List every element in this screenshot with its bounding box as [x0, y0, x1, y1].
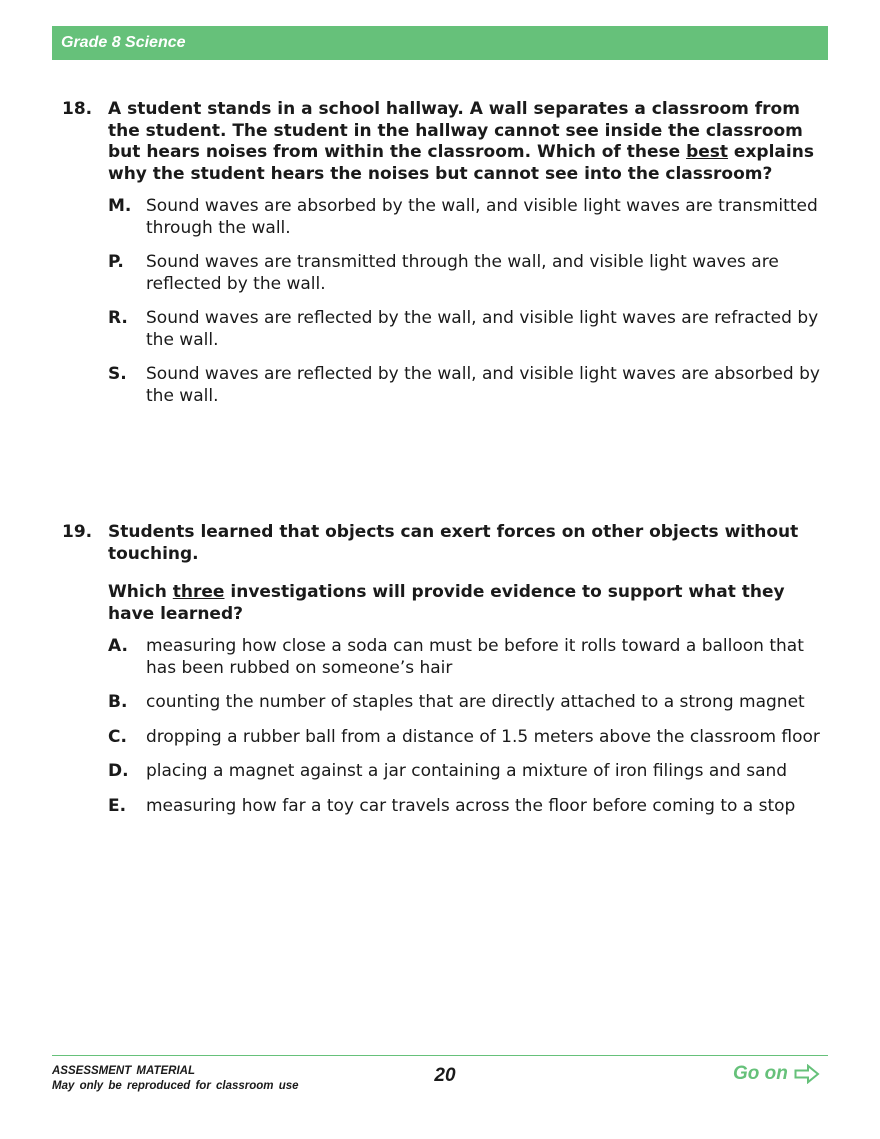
- question-number: 19.: [62, 522, 93, 542]
- footer-notice: [52, 1064, 299, 1094]
- question-stem: Students learned that objects can exert forces on other objects without touching.: [108, 522, 799, 564]
- choice-letter: S.: [108, 364, 127, 384]
- go-on-label: Go on: [733, 1063, 788, 1084]
- stem-emphasis: best: [686, 142, 729, 162]
- choice-text: Sound waves are reflected by the wall, and visible light waves are absorbed by the wall.: [146, 364, 820, 406]
- prompt-text: Which: [108, 582, 173, 602]
- choice-letter: E.: [108, 795, 127, 816]
- prompt-emphasis: three: [172, 582, 225, 602]
- prompt-text: investigations will provide evidence to support what they have learned?: [108, 582, 785, 624]
- answer-choices: [108, 636, 822, 817]
- arrow-right-icon: [794, 1064, 820, 1084]
- choice-letter: M.: [108, 196, 132, 216]
- answer-choices: [108, 196, 822, 407]
- choice-letter: C.: [108, 726, 127, 747]
- answer-choice[interactable]: [108, 727, 822, 749]
- choice-letter: D.: [108, 761, 129, 781]
- answer-choice[interactable]: [108, 308, 822, 351]
- stem-text: A student stands in a school hallway. A wall separates a classroom from the student. The student in the hallway cannot see inside the classroom but hears noises from within the classroom. Which of these: [108, 99, 803, 162]
- choice-text: measuring how far a toy car travels across the floor before coming to a stop: [146, 795, 796, 816]
- header-title: Grade 8 Science: [61, 34, 186, 51]
- choice-text: measuring how close a soda can must be before it rolls toward a balloon that has been rubbed on someone’s hair: [146, 636, 804, 678]
- header-bar: [52, 26, 828, 60]
- choice-letter: R.: [108, 308, 128, 328]
- question-prompt: [108, 582, 822, 625]
- stem-text: explains why the student hears the noises but cannot see into the classroom?: [108, 142, 814, 184]
- choice-letter: A.: [108, 636, 128, 656]
- choice-text: placing a magnet against a jar containing a mixture of iron filings and sand: [146, 761, 788, 781]
- choice-text: Sound waves are absorbed by the wall, and visible light waves are transmitted through the wall.: [146, 196, 818, 238]
- footer-line-1: ASSESSMENT MATERIAL: [52, 1065, 195, 1077]
- footer-line-2: May only be reproduced for classroom use: [52, 1080, 299, 1092]
- answer-choice[interactable]: [108, 796, 822, 818]
- footer-divider: [52, 1055, 828, 1056]
- choice-text: dropping a rubber ball from a distance of 1.5 meters above the classroom floor: [146, 726, 820, 747]
- question-19: [62, 522, 822, 817]
- question-number: 18.: [62, 99, 93, 119]
- question-stem: [108, 99, 822, 185]
- answer-choice[interactable]: [108, 196, 822, 239]
- choice-text: Sound waves are transmitted through the wall, and visible light waves are reflected by the wall.: [146, 252, 779, 294]
- choice-letter: B.: [108, 692, 128, 712]
- answer-choice[interactable]: [108, 692, 822, 714]
- choice-text: Sound waves are reflected by the wall, and visible light waves are refracted by the wall.: [146, 308, 819, 350]
- answer-choice[interactable]: [108, 364, 822, 407]
- page-number: 20: [434, 1065, 456, 1086]
- choice-text: counting the number of staples that are directly attached to a strong magnet: [146, 692, 805, 712]
- question-18: [62, 99, 822, 407]
- answer-choice[interactable]: [108, 636, 822, 679]
- go-on-link[interactable]: [733, 1063, 820, 1085]
- answer-choice[interactable]: [108, 761, 822, 783]
- choice-letter: P.: [108, 252, 124, 272]
- answer-choice[interactable]: [108, 252, 822, 295]
